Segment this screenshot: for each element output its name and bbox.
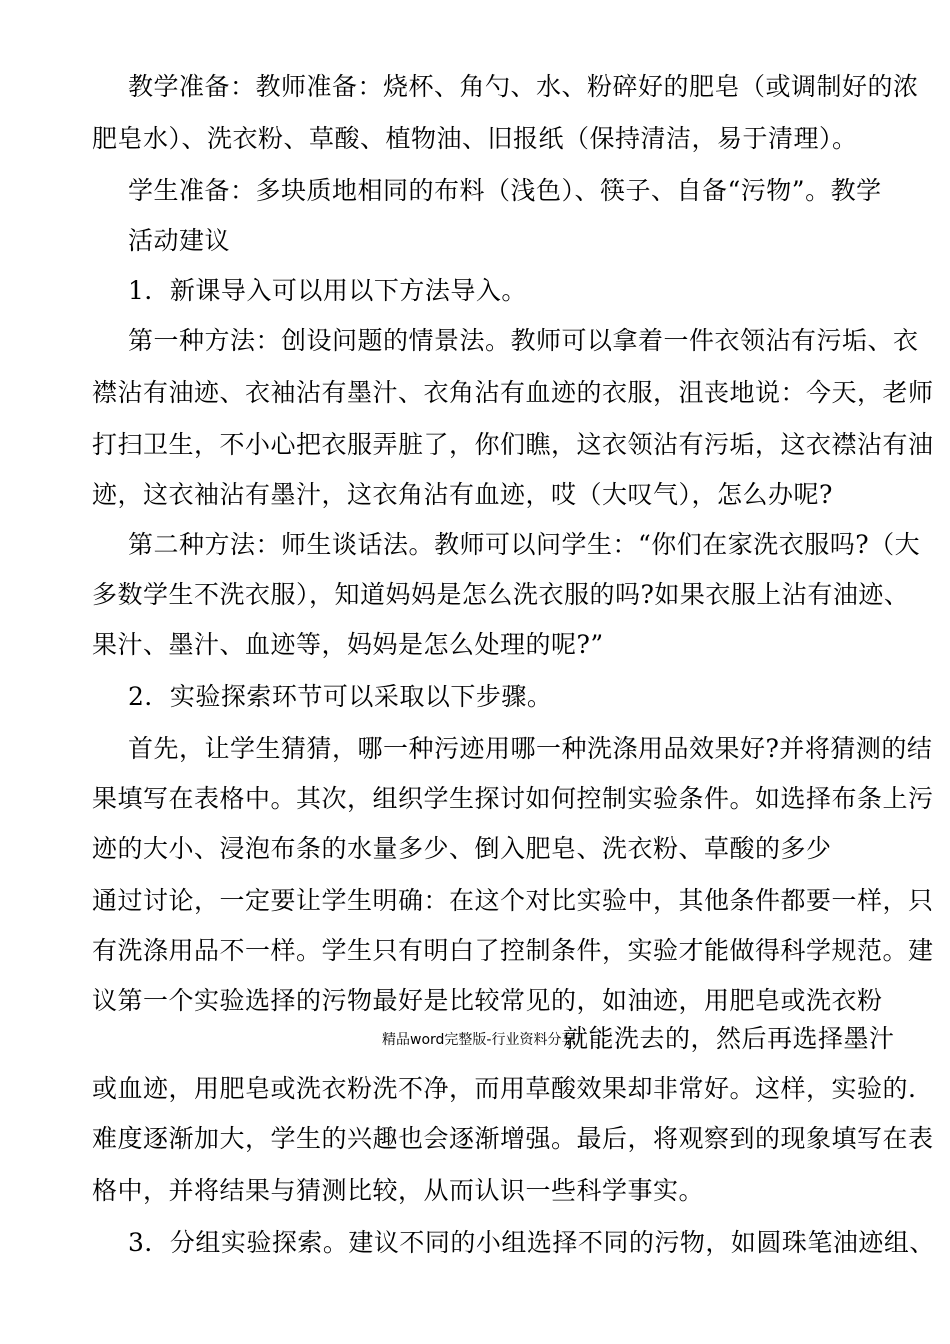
text-line: 肥皂水）、洗衣粉、草酸、植物油、旧报纸（保持清洁，易于清理）。 <box>92 124 858 153</box>
text-line: 有洗涤用品不一样。学生只有明白了控制条件，实验才能做得科学规范。建 <box>92 936 934 965</box>
text-line: 议第一个实验选择的污物最好是比较常见的，如油迹，用肥皂或洗衣粉 <box>92 986 883 1015</box>
text-line: 学生准备：多块质地相同的布料（浅色）、筷子、自备“污物”。教学 <box>128 176 882 205</box>
text-line: 迹，这衣袖沾有墨汁，这衣角沾有血迹，哎（大叹气），怎么办呢? <box>92 480 833 509</box>
text-line: 教学准备：教师准备：烧杯、角勺、水、粉碎好的肥皂（或调制好的浓 <box>128 72 919 101</box>
text-line: 难度逐渐加大，学生的兴趣也会逐渐增强。最后，将观察到的现象填写在表 <box>92 1124 934 1153</box>
text-line: 通过讨论，一定要让学生明确：在这个对比实验中，其他条件都要一样，只 <box>92 886 934 915</box>
text-line: 1．新课导入可以用以下方法导入。 <box>128 276 527 305</box>
text-line: 果汁、墨汁、血迹等，妈妈是怎么处理的呢?” <box>92 630 604 659</box>
text-line: 襟沾有油迹、衣袖沾有墨汁、衣角沾有血迹的衣服，沮丧地说：今天，老师 <box>92 378 934 407</box>
text-line: 打扫卫生，不小心把衣服弄脏了，你们瞧，这衣领沾有污垢，这衣襟沾有油 <box>92 430 934 459</box>
text-line: 格中，并将结果与猜测比较，从而认识一些科学事实。 <box>92 1176 705 1205</box>
text-line: 就能洗去的，然后再选择墨汁 <box>563 1024 895 1053</box>
text-line: 活动建议 <box>128 226 231 255</box>
text-line: 第二种方法：师生谈话法。教师可以问学生：“你们在家洗衣服吗?（大 <box>128 530 921 559</box>
text-line: 迹的大小、浸泡布条的水量多少、倒入肥皂、洗衣粉、草酸的多少 <box>92 834 832 863</box>
text-line: 多数学生不洗衣服），知道妈妈是怎么洗衣服的吗?如果衣服上沾有油迹、 <box>92 580 910 609</box>
text-line: 3．分组实验探索。建议不同的小组选择不同的污物，如圆珠笔油迹组、 <box>128 1228 935 1257</box>
text-line: 第一种方法：创设问题的情景法。教师可以拿着一件衣领沾有污垢、衣 <box>128 326 919 355</box>
text-line: 首先，让学生猜猜，哪一种污迹用哪一种洗涤用品效果好?并将猜测的结 <box>128 734 933 763</box>
watermark: 精品word完整版-行业资料分享 <box>382 1032 576 1048</box>
text-line: 果填写在表格中。其次，组织学生探讨如何控制实验条件。如选择布条上污 <box>92 784 934 813</box>
text-line: 或血迹，用肥皂或洗衣粉洗不净，而用草酸效果却非常好。这样，实验的. <box>92 1074 917 1103</box>
text-line: 2．实验探索环节可以采取以下步骤。 <box>128 682 553 711</box>
